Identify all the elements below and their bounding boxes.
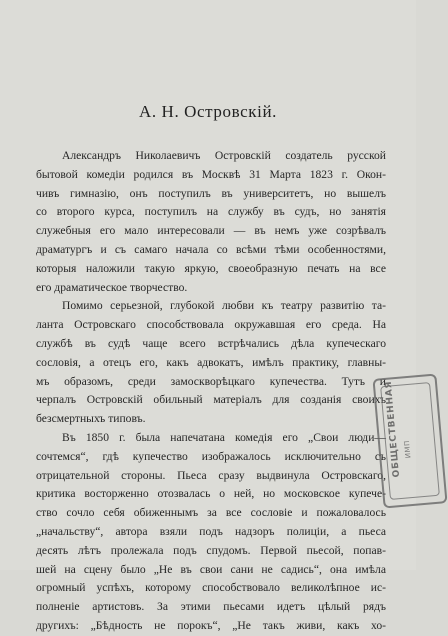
text-line: критика восторженно отозвалась о ней, но московское купече- (36, 487, 386, 501)
text-line: ство сочло себя обиженнымъ за все сословіе и пожаловалось (36, 506, 386, 520)
text-line: его драматическое творчество. (36, 280, 188, 294)
text-line: десять лѣтъ пролежала подъ спудомъ. Первой пьесой, попав- (36, 543, 386, 557)
text-line: другихъ: „Бѣдность не порокъ“, „Не такъ живи, какъ хо- (36, 618, 386, 632)
stamp-text-secondary: ИМП (402, 439, 413, 459)
text-line: Помимо серьезной, глубокой любви къ театру развитію та- (62, 299, 386, 313)
body-text (36, 147, 386, 636)
text-line: сочтемся“, гдѣ купечество изображалось исключительно съ (36, 449, 386, 463)
text-line: службѣ въ судѣ чаще всего встрѣчались дѣла купеческаго (36, 336, 386, 350)
text-line: сословія, а отецъ его, какъ адвокатъ, имѣлъ практику, главны- (36, 355, 386, 369)
library-stamp (372, 373, 447, 508)
text-line: черпалъ Островскій обильный матеріалъ для созданія своихъ (36, 393, 386, 407)
text-line: которыя наложили такую яркую, своеобразную печать на все (36, 261, 386, 275)
text-line: со второго курса, поступилъ на службу въ судъ, но занятія (36, 205, 386, 219)
text-line: ланта Островскаго способствовала окружавшая его среда. На (36, 318, 386, 332)
text-line: бытовой комедіи родился въ Москвѣ 31 Марта 1823 г. Окон- (36, 167, 386, 181)
text-line: Александръ Николаевичъ Островскій создатель русской (62, 149, 386, 162)
text-line: полненіе артистовъ. За этими пьесами идетъ цѣлый рядъ (36, 600, 386, 614)
text-line: служебныя его мало интересовали — въ немъ уже созрѣвалъ (36, 224, 386, 238)
text-line: отрицательной стороны. Пьеса сразу выдвинула Островскаго, (36, 468, 386, 482)
text-line: „начальству“, автора взяли подъ надзоръ полиціи, а пьеса (36, 524, 386, 538)
text-line: мъ образомъ, среди замоскворѣцкаго купечества. Тутъ и (36, 374, 386, 388)
text-line: чивъ гимназію, онъ поступилъ въ университетъ, но вышелъ (36, 186, 386, 200)
stamp-text: ОБЩЕСТВЕННАЯ (383, 380, 403, 478)
text-line: Въ 1850 г. была напечатана комедія его „Свои люди— (62, 430, 386, 444)
text-line: безсмертныхъ типовъ. (36, 412, 146, 426)
text-line: огромный успѣхъ, которому способствовало великолѣпное ис- (36, 581, 386, 595)
text-line: шей на сцену было „Не въ свои сани не садись“, она имѣла (36, 562, 386, 576)
text-line: драматургъ и съ самаго начала со всѣми тѣми особенностями, (36, 242, 386, 256)
page-title: А. Н. Островскій. (138, 102, 277, 121)
